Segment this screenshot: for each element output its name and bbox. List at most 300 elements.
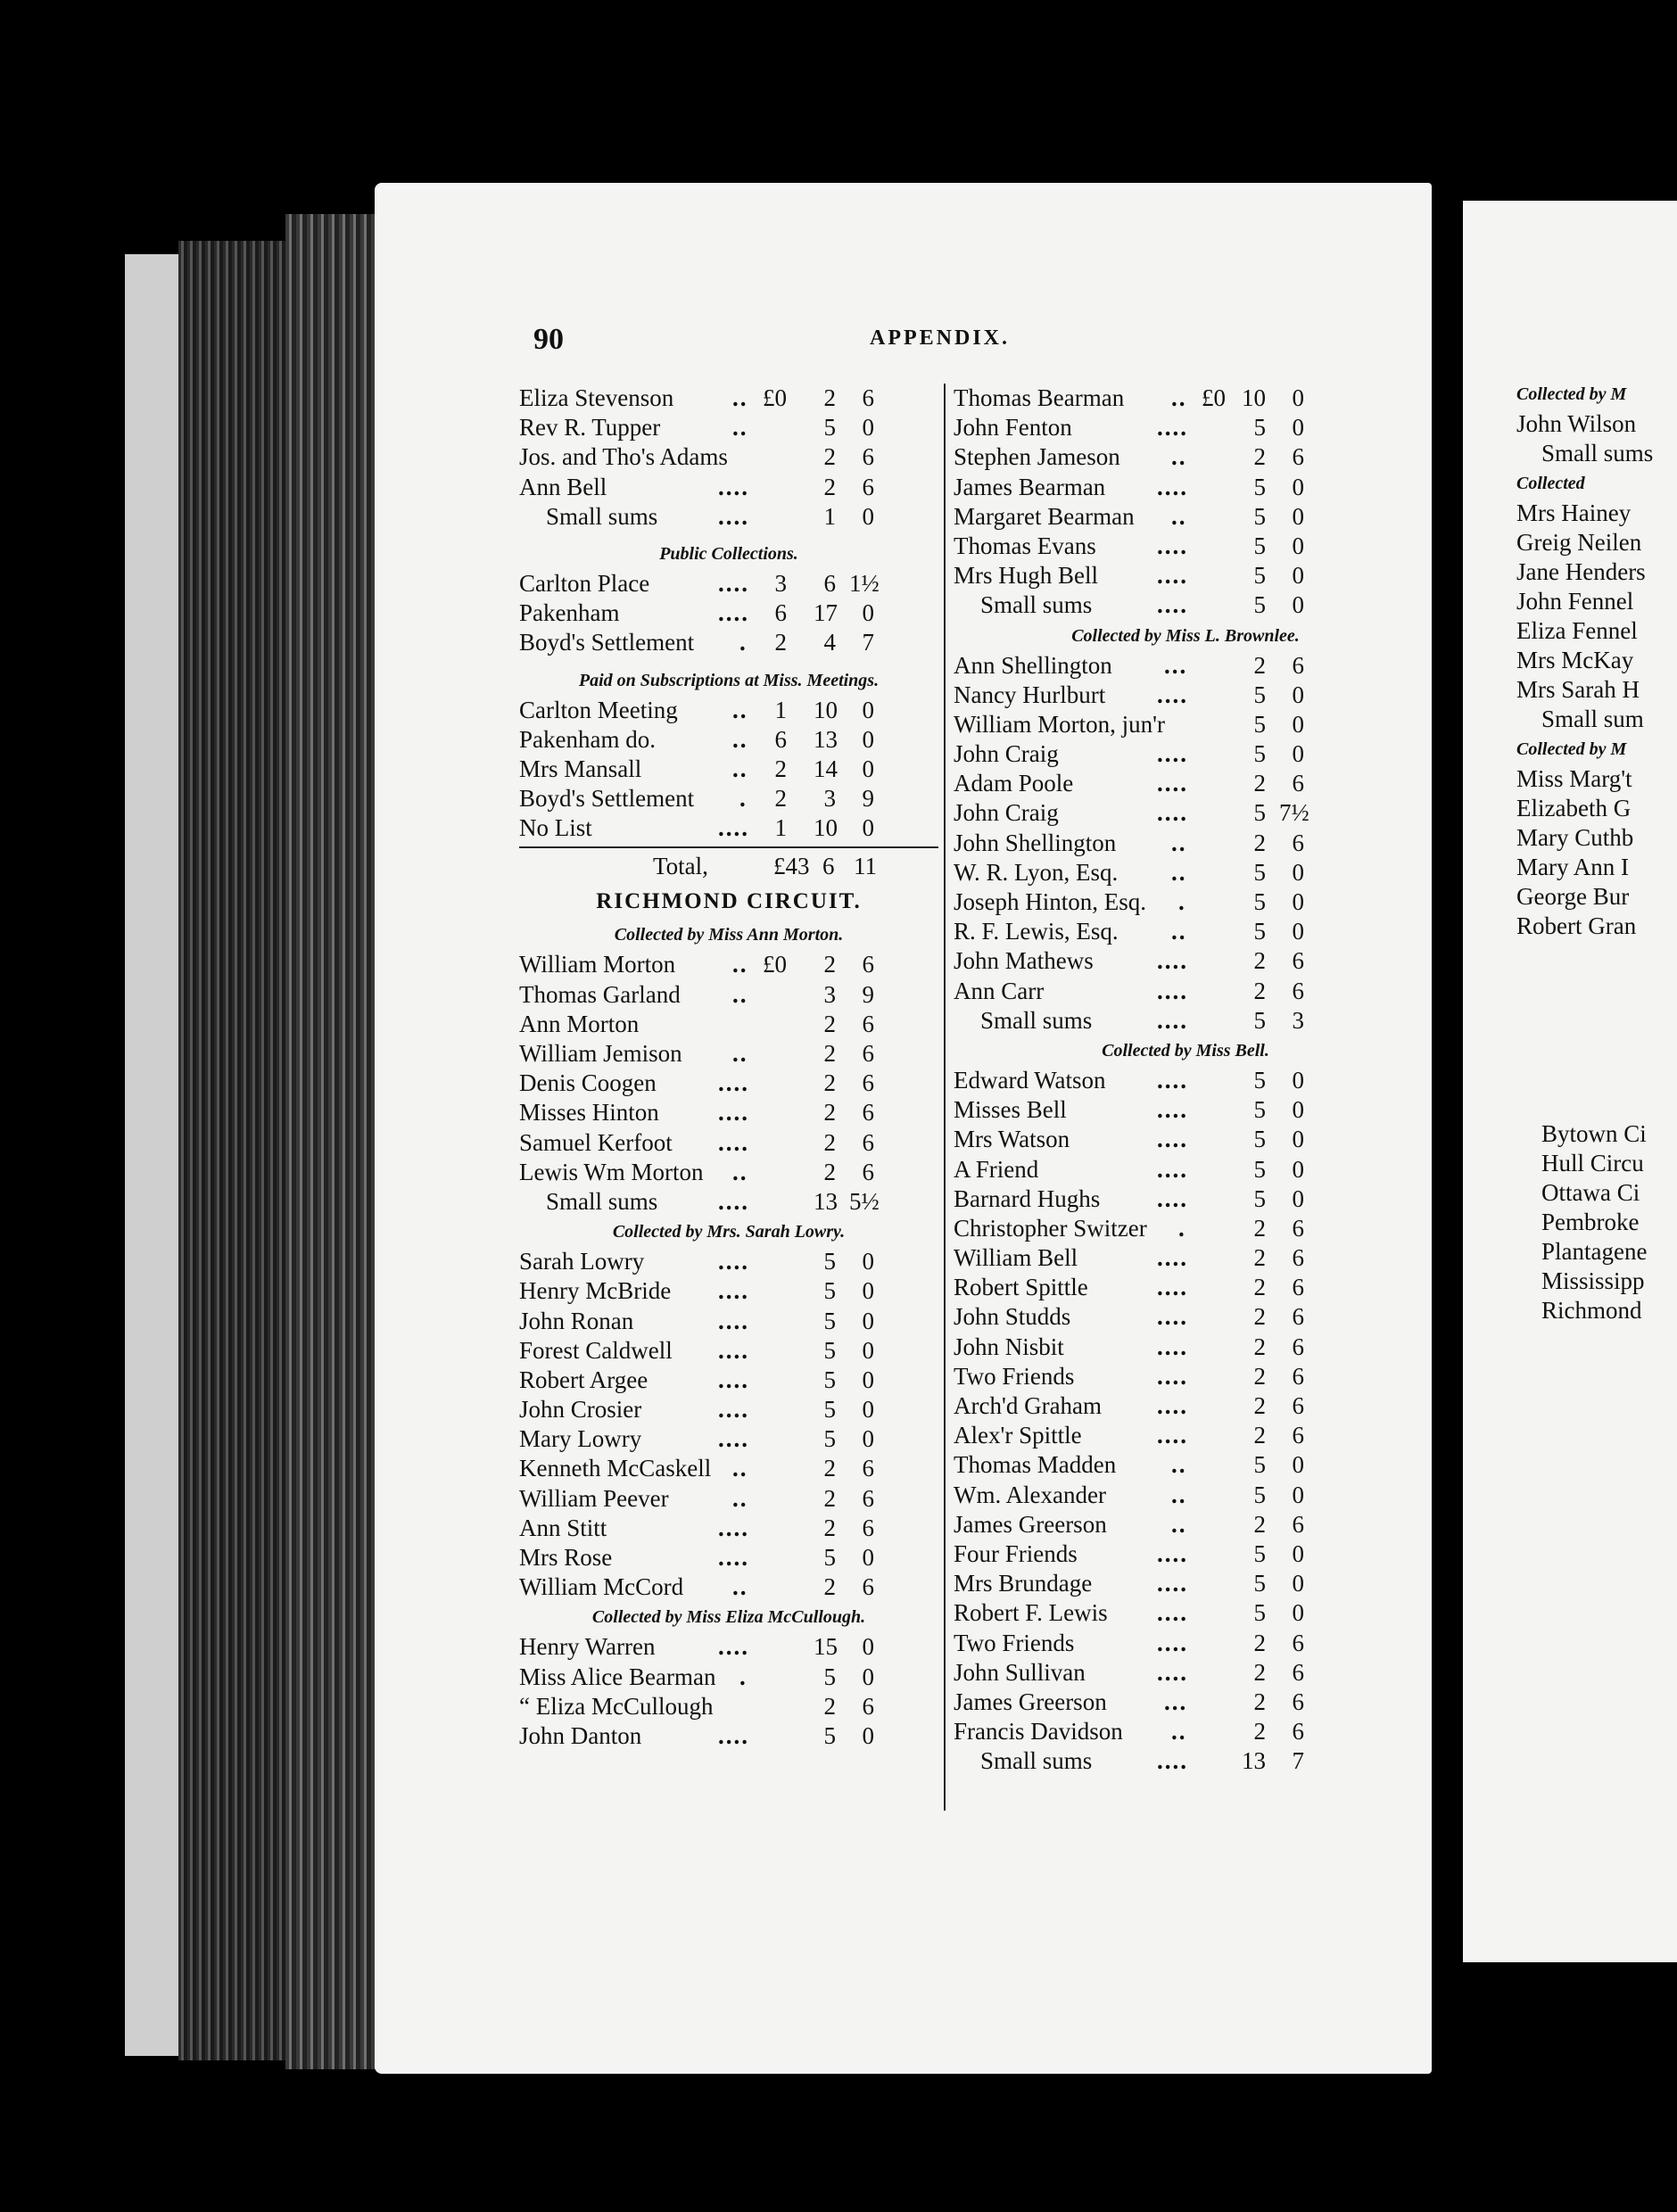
- page-number: 90: [533, 323, 564, 356]
- ledger-row: [519, 1128, 938, 1158]
- middle-column: [943, 384, 1417, 1776]
- ledger-row: [954, 1302, 1417, 1332]
- ledger-row: [519, 1692, 938, 1721]
- amount-pence: 6: [862, 1010, 874, 1037]
- subscriber-name: Thomas Bearman: [954, 384, 1125, 411]
- margin-entry: Plantagene: [1541, 1238, 1648, 1265]
- amount-pence: 0: [862, 1721, 874, 1749]
- ledger-row: [519, 1454, 938, 1483]
- amount-shillings: 5: [1253, 1451, 1266, 1479]
- ledger-row: [954, 1095, 1417, 1125]
- subscriber-name: William Peever: [519, 1484, 669, 1512]
- leader-dots: ....: [718, 1633, 749, 1661]
- amount-pence: 6: [1292, 1214, 1304, 1242]
- ledger-row: [954, 1481, 1417, 1510]
- leader-dots: ....: [718, 1721, 749, 1749]
- amount-pence: 0: [862, 599, 874, 627]
- amount-shillings: 5: [1253, 681, 1266, 708]
- subscriber-name: Ann Shellington: [954, 651, 1112, 679]
- leader-dots: ..: [732, 755, 748, 782]
- ledger-row: [954, 561, 1417, 590]
- subscriber-name: William Morton: [519, 951, 676, 978]
- subscriber-name: A Friend: [954, 1155, 1039, 1183]
- amount-pence: 0: [862, 1544, 874, 1571]
- subscriber-name: Stephen Jameson: [954, 443, 1120, 471]
- amount-shillings: 5: [1253, 414, 1266, 442]
- book-gutter: [285, 214, 384, 2069]
- leader-dots: ....: [1157, 1096, 1188, 1124]
- ledger-row: [954, 1214, 1417, 1243]
- ledger-row: [519, 1424, 938, 1454]
- ledger-row: [519, 1039, 938, 1069]
- ledger-row: [519, 628, 938, 657]
- leader-dots: ....: [1157, 1658, 1188, 1686]
- subscriber-name: John Danton: [519, 1721, 642, 1749]
- leader-dots: ..: [1171, 443, 1187, 471]
- ledger-row: [954, 1717, 1417, 1746]
- amount-pence: 0: [1292, 591, 1304, 619]
- section-heading: Collected by M: [1516, 384, 1627, 404]
- amount-pence: 0: [1292, 740, 1304, 768]
- leader-dots: ....: [718, 1099, 749, 1127]
- margin-entry: Small sums: [1541, 440, 1654, 466]
- margin-entry: Mississipp: [1541, 1267, 1645, 1294]
- subscriber-name: William McCord: [519, 1573, 684, 1601]
- amount-pence: 6: [1292, 1718, 1304, 1746]
- leader-dots: ....: [1157, 947, 1188, 975]
- amount-pence: 6: [1292, 1422, 1304, 1449]
- amount-pence: 5½: [849, 1187, 880, 1215]
- amount-pence: 6: [1292, 1333, 1304, 1360]
- spacer: [519, 532, 938, 539]
- subscriber-name: Mary Lowry: [519, 1425, 642, 1453]
- amount-pence: 0: [862, 414, 874, 442]
- amount-pence: 6: [1292, 443, 1304, 471]
- subscriber-name: “ Eliza McCullough: [519, 1692, 714, 1720]
- ledger-row: [954, 1450, 1417, 1480]
- amount-pence: 6: [862, 384, 874, 411]
- subscriber-name: John Sullivan: [954, 1658, 1086, 1686]
- ledger-row: [954, 651, 1417, 681]
- leader-dots: .: [739, 1663, 748, 1690]
- ledger-row: [954, 1629, 1417, 1658]
- ledger-row: [954, 473, 1417, 502]
- amount-shillings: 2: [823, 1455, 836, 1482]
- leader-dots: ....: [718, 1248, 749, 1275]
- subscriber-name: Thomas Garland: [519, 980, 681, 1008]
- amount-shillings: 5: [823, 1248, 836, 1275]
- ledger-row: [519, 1632, 938, 1662]
- ledger-row: [519, 569, 938, 598]
- leader-dots: ....: [1157, 1747, 1188, 1775]
- amount-shillings: 2: [823, 384, 836, 411]
- amount-pence: 0: [1292, 1570, 1304, 1597]
- ledger-row: [954, 946, 1417, 976]
- leader-dots: ....: [1157, 1599, 1188, 1627]
- amount-pence: 6: [1292, 1688, 1304, 1715]
- amount-pounds: 6: [774, 599, 787, 627]
- amount-pence: 6: [1292, 770, 1304, 797]
- amount-pence: 0: [1292, 473, 1304, 500]
- amount-shillings: 2: [1253, 1629, 1266, 1656]
- subscriber-name: Ann Bell: [519, 473, 607, 500]
- subscriber-name: John Crosier: [519, 1396, 642, 1424]
- amount-shillings: 5: [823, 1721, 836, 1749]
- subscriber-name: Boyd's Settlement: [519, 629, 695, 656]
- ledger-row: [519, 696, 938, 725]
- amount-shillings: 5: [1253, 1126, 1266, 1153]
- margin-entry: John Wilson: [1516, 410, 1637, 437]
- subscriber-name: Lewis Wm Morton: [519, 1158, 704, 1185]
- leader-dots: ..: [1171, 384, 1187, 411]
- amount-pence: 0: [1292, 532, 1304, 559]
- amount-shillings: 5: [1253, 1570, 1266, 1597]
- ledger-row: [519, 1158, 938, 1187]
- amount-shillings: 5: [1253, 473, 1266, 500]
- ledger-row: [954, 977, 1417, 1006]
- leader-dots: ..: [1171, 1510, 1187, 1538]
- amount-pence: 6: [1292, 947, 1304, 975]
- leader-dots: ...: [1164, 1688, 1188, 1715]
- ledger-row: [519, 442, 938, 472]
- amount-pence: 0: [862, 1633, 874, 1661]
- amount-pence: 0: [1292, 1126, 1304, 1153]
- circuit-heading: RICHMOND CIRCUIT.: [596, 889, 862, 914]
- leader-dots: ..: [732, 1040, 748, 1067]
- amount-pence: 7: [1292, 1747, 1304, 1775]
- amount-pence: 6: [1292, 1510, 1304, 1538]
- ledger-row: [954, 1688, 1417, 1717]
- leader-dots: ....: [1157, 977, 1188, 1004]
- amount-shillings: 2: [823, 1099, 836, 1127]
- ledger-row: [519, 1336, 938, 1366]
- subscriber-name: Adam Poole: [954, 770, 1074, 797]
- amount-pounds: 1: [774, 696, 787, 723]
- subscriber-name: Mrs Watson: [954, 1126, 1070, 1153]
- subscriber-name: James Greerson: [954, 1688, 1107, 1715]
- amount-shillings: 13: [1242, 1747, 1266, 1775]
- leader-dots: ..: [1171, 829, 1187, 856]
- ledger-row: [954, 1362, 1417, 1391]
- ledger-row: [954, 532, 1417, 561]
- margin-entry: Ottawa Ci: [1541, 1179, 1640, 1206]
- amount-pence: 0: [1292, 918, 1304, 945]
- subscriber-name: Ann Stitt: [519, 1514, 607, 1541]
- amount-shillings: 5: [1253, 799, 1266, 827]
- subscriber-name: Rev R. Tupper: [519, 414, 661, 442]
- subscriber-name: William Bell: [954, 1244, 1078, 1272]
- leader-dots: ..: [1171, 1481, 1187, 1508]
- subscriber-name: Forest Caldwell: [519, 1336, 673, 1364]
- section-heading: Collected by Mrs. Sarah Lowry.: [612, 1222, 846, 1242]
- amount-pounds: £0: [763, 384, 787, 411]
- amount-shillings: 10: [814, 696, 838, 723]
- subscriber-name: Jos. and Tho's Adams: [519, 443, 728, 471]
- amount-pounds: 2: [774, 629, 787, 656]
- amount-pence: 6: [1292, 1244, 1304, 1272]
- ledger-row: [954, 1243, 1417, 1273]
- margin-entry: Hull Circu: [1541, 1150, 1644, 1176]
- amount-pence: 6: [1292, 1274, 1304, 1301]
- leader-dots: ....: [1157, 1629, 1188, 1656]
- leader-dots: ....: [1157, 1006, 1188, 1034]
- ledger-row: [954, 1658, 1417, 1688]
- leader-dots: ....: [718, 1069, 749, 1097]
- amount-pence: 0: [1292, 1451, 1304, 1479]
- ledger-row: [519, 1484, 938, 1514]
- subscriber-name: Two Friends: [954, 1629, 1075, 1656]
- margin-entry: Jane Henders: [1516, 558, 1646, 585]
- leader-dots: ....: [718, 1307, 749, 1334]
- amount-shillings: 2: [1253, 1333, 1266, 1360]
- leader-dots: .: [1178, 888, 1186, 915]
- amount-pence: 6: [862, 1040, 874, 1067]
- subscriber-name: Joseph Hinton, Esq.: [954, 888, 1146, 915]
- amount-pence: 6: [1292, 1303, 1304, 1331]
- amount-shillings: 2: [1253, 1510, 1266, 1538]
- ledger-row: [519, 813, 938, 843]
- ledger-row: [519, 980, 938, 1010]
- ledger-row: [954, 590, 1417, 620]
- section-heading: Collected by Miss L. Brownlee.: [1071, 625, 1300, 646]
- ledger-row: [954, 681, 1417, 710]
- subscriber-name: William Morton, jun'r: [954, 710, 1166, 738]
- ledger-row: [954, 1510, 1417, 1539]
- leader-dots: ....: [1157, 1539, 1188, 1567]
- amount-shillings: 2: [1253, 1718, 1266, 1746]
- ledger-row: [519, 950, 938, 979]
- amount-pence: 9: [862, 785, 874, 813]
- leader-dots: ....: [1157, 1362, 1188, 1390]
- amount-shillings: 5: [1253, 858, 1266, 886]
- subscriber-name: Carlton Meeting: [519, 696, 678, 723]
- ledger-row: [519, 1663, 938, 1692]
- leader-dots: ....: [1157, 1126, 1188, 1153]
- amount-shillings: 15: [814, 1633, 838, 1661]
- amount-pence: 6: [862, 1692, 874, 1720]
- leader-dots: ....: [1157, 473, 1188, 500]
- ledger-row: [954, 710, 1417, 739]
- leader-dots: ..: [732, 1573, 748, 1601]
- amount-pence: 0: [862, 1277, 874, 1305]
- leader-dots: ....: [1157, 1333, 1188, 1360]
- ledger-row: [954, 502, 1417, 532]
- amount-pence: 6: [862, 1158, 874, 1185]
- amount-shillings: 2: [1253, 1244, 1266, 1272]
- subscriber-name: Mrs Rose: [519, 1544, 613, 1571]
- amount-shillings: 5: [1253, 1539, 1266, 1567]
- leader-dots: ....: [718, 1396, 749, 1424]
- amount-shillings: 14: [814, 755, 838, 782]
- total-row: [519, 846, 938, 884]
- subscriber-name: John Craig: [954, 740, 1059, 768]
- ledger-row: [519, 502, 938, 532]
- amount-shillings: 2: [823, 1573, 836, 1601]
- amount-pence: 0: [1292, 888, 1304, 915]
- subscriber-name: W. R. Lyon, Esq.: [954, 858, 1119, 886]
- amount-pounds: 2: [774, 755, 787, 782]
- amount-pence: 6: [862, 1455, 874, 1482]
- ledger-row: [519, 1572, 938, 1602]
- subscriber-name: John Studds: [954, 1303, 1071, 1331]
- amount-shillings: 2: [823, 1128, 836, 1156]
- amount-shillings: 2: [823, 1158, 836, 1185]
- ledger-row: [519, 1543, 938, 1572]
- section-heading: Collected by Miss Eliza McCullough.: [591, 1607, 866, 1628]
- amount-pence: 1½: [849, 569, 880, 597]
- amount-pence: 9: [862, 980, 874, 1008]
- amount-pence: 0: [1292, 1096, 1304, 1124]
- left-column: [519, 384, 938, 1751]
- margin-entry: Mary Ann I: [1516, 854, 1629, 880]
- amount-pence: 6: [862, 1484, 874, 1512]
- section-heading: Collected by M: [1516, 739, 1627, 759]
- ledger-row: [519, 1307, 938, 1336]
- subscriber-name: John Craig: [954, 799, 1059, 827]
- amount-shillings: 5: [823, 1277, 836, 1305]
- ledger-row: [954, 887, 1417, 917]
- amount-shillings: 2: [1253, 1303, 1266, 1331]
- leader-dots: ..: [732, 414, 748, 442]
- ledger-row: [519, 1247, 938, 1276]
- book-fore-edge: [178, 241, 285, 2060]
- leader-dots: ..: [732, 1455, 748, 1482]
- amount-pence: 0: [1292, 1066, 1304, 1094]
- ledger-row: [954, 917, 1417, 946]
- subscriber-name: Carlton Place: [519, 569, 650, 597]
- amount-pence: 6: [862, 443, 874, 471]
- ledger-row: [519, 784, 938, 813]
- amount-pence: 0: [862, 1336, 874, 1364]
- margin-entry: Small sum: [1541, 706, 1644, 732]
- amount-shillings: 3: [823, 980, 836, 1008]
- ledger-row: [954, 384, 1417, 413]
- amount-shillings: 5: [1253, 1184, 1266, 1212]
- amount-pence: 0: [1292, 710, 1304, 738]
- ledger-row: [954, 769, 1417, 798]
- leader-dots: ..: [732, 951, 748, 978]
- amount-shillings: 2: [1253, 1688, 1266, 1715]
- amount-pence: 0: [862, 696, 874, 723]
- margin-entry: Robert Gran: [1516, 912, 1637, 939]
- leader-dots: ....: [718, 1366, 749, 1393]
- amount-pence: 6: [862, 1069, 874, 1097]
- amount-pence: 6: [1292, 1658, 1304, 1686]
- amount-pence: 6: [862, 1573, 874, 1601]
- amount-shillings: 17: [814, 599, 838, 627]
- amount-pence: 3: [1292, 1006, 1304, 1034]
- ledger-row: [519, 1010, 938, 1039]
- ledger-row: [519, 1098, 938, 1127]
- amount-shillings: 5: [1253, 710, 1266, 738]
- amount-pounds: £0: [763, 951, 787, 978]
- amount-shillings: 2: [1253, 977, 1266, 1004]
- amount-pence: 0: [862, 755, 874, 782]
- amount-shillings: 5: [1253, 1066, 1266, 1094]
- leader-dots: ....: [718, 1336, 749, 1364]
- leader-dots: ..: [732, 384, 748, 411]
- margin-entry: Mary Cuthb: [1516, 824, 1634, 851]
- amount-shillings: 2: [1253, 947, 1266, 975]
- leader-dots: ...: [1164, 651, 1188, 679]
- subscriber-name: James Greerson: [954, 1510, 1107, 1538]
- amount-shillings: 5: [1253, 532, 1266, 559]
- amount-pounds: £0: [1202, 384, 1226, 411]
- amount-shillings: 5: [1253, 888, 1266, 915]
- leader-dots: ....: [718, 814, 749, 842]
- subscriber-name: Two Friends: [954, 1362, 1075, 1390]
- leader-dots: ..: [732, 725, 748, 753]
- margin-entry: John Fennel: [1516, 588, 1634, 615]
- leader-dots: ....: [1157, 591, 1188, 619]
- ledger-row: [954, 1155, 1417, 1184]
- ledger-row: [519, 1395, 938, 1424]
- subscriber-name: No List: [519, 814, 592, 842]
- amount-shillings: 2: [823, 1692, 836, 1720]
- amount-shillings: 5: [1253, 591, 1266, 619]
- amount-pence: 0: [1292, 1481, 1304, 1508]
- amount-pence: 6: [862, 951, 874, 978]
- amount-shillings: 5: [823, 1307, 836, 1334]
- leader-dots: ....: [1157, 1184, 1188, 1212]
- amount-shillings: 10: [1242, 384, 1266, 411]
- amount-pounds: 2: [774, 785, 787, 813]
- amount-shillings: 3: [823, 785, 836, 813]
- subscriber-name: Ann Carr: [954, 977, 1045, 1004]
- leader-dots: ....: [1157, 1155, 1188, 1183]
- amount-pounds: 1: [774, 814, 787, 842]
- subscriber-name: Henry McBride: [519, 1277, 672, 1305]
- amount-pence: 0: [862, 1425, 874, 1453]
- amount-shillings: 5: [823, 1366, 836, 1393]
- amount-shillings: 5: [1253, 1481, 1266, 1508]
- subscriber-name: Miss Alice Bearman: [519, 1663, 716, 1690]
- amount-pence: 0: [862, 814, 874, 842]
- leader-dots: ....: [718, 1544, 749, 1571]
- amount-shillings: 2: [1253, 770, 1266, 797]
- subscriber-name: Samuel Kerfoot: [519, 1128, 673, 1156]
- leader-dots: ....: [1157, 1274, 1188, 1301]
- margin-entry: Mrs Hainey: [1516, 499, 1632, 526]
- amount-shillings: 2: [1253, 1214, 1266, 1242]
- leader-dots: .: [739, 629, 748, 656]
- amount-shillings: 5: [1253, 918, 1266, 945]
- subscriber-name: Boyd's Settlement: [519, 785, 695, 813]
- leader-dots: ..: [1171, 1451, 1187, 1479]
- amount-shillings: 13: [814, 1187, 838, 1215]
- margin-entry: Elizabeth G: [1516, 795, 1632, 821]
- ledger-row: [954, 1391, 1417, 1421]
- ledger-row: [519, 598, 938, 628]
- ledger-row: [519, 725, 938, 755]
- total-shillings: 6: [822, 853, 835, 880]
- subscriber-name: Wm. Alexander: [954, 1481, 1106, 1508]
- leader-dots: ....: [718, 599, 749, 627]
- subscriber-name: Margaret Bearman: [954, 502, 1135, 530]
- ledger-row: [954, 829, 1417, 858]
- amount-pence: 0: [1292, 1539, 1304, 1567]
- ledger-row: [519, 1069, 938, 1098]
- ledger-row: [954, 1184, 1417, 1214]
- subscriber-name: Pakenham do.: [519, 725, 656, 753]
- subscriber-name: Robert Argee: [519, 1366, 648, 1393]
- leader-dots: ....: [1157, 414, 1188, 442]
- amount-pence: 6: [1292, 977, 1304, 1004]
- amount-pence: 6: [1292, 1392, 1304, 1419]
- margin-entry: Pembroke: [1541, 1209, 1640, 1235]
- subscriber-name: Nancy Hurlburt: [954, 681, 1106, 708]
- subscriber-name: Francis Davidson: [954, 1718, 1123, 1746]
